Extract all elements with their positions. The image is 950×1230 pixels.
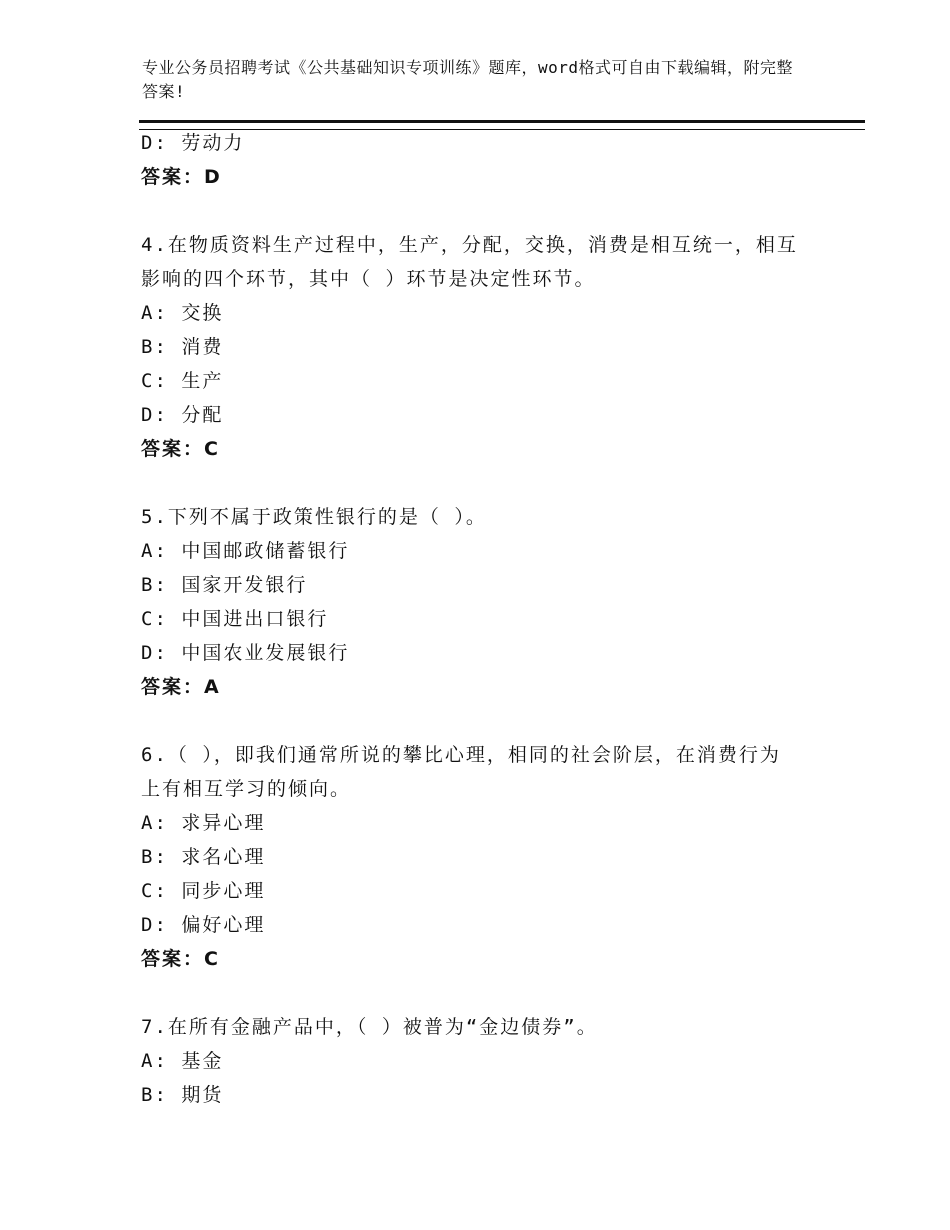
option-a: A: 基金 (141, 1050, 224, 1072)
question-5 (141, 500, 801, 704)
question-list (141, 126, 801, 1112)
option-d: D: 劳动力 (141, 132, 245, 154)
answer-line: 答案：A (141, 676, 221, 698)
question-stem: 7.在所有金融产品中，（ ）被普为“金边债券”。 (141, 1016, 598, 1038)
question-stem: 4.在物质资料生产过程中，生产，分配，交换，消费是相互统一，相互影响的四个环节，其中（ ）环节是决定性环节。 (141, 234, 798, 290)
option-d: D: 分配 (141, 404, 224, 426)
option-a: A: 求异心理 (141, 812, 266, 834)
answer-line: 答案：C (141, 438, 220, 460)
question-stem: 6.（ ），即我们通常所说的攀比心理，相同的社会阶层，在消费行为上有相互学习的倾向。 (141, 744, 781, 800)
option-b: B: 国家开发银行 (141, 574, 308, 596)
option-b: B: 消费 (141, 336, 224, 358)
option-c: C: 中国进出口银行 (141, 608, 329, 630)
question-7 (141, 1010, 801, 1112)
question-3-tail (141, 126, 801, 194)
option-b: B: 期货 (141, 1084, 224, 1106)
option-d: D: 偏好心理 (141, 914, 266, 936)
option-c: C: 生产 (141, 370, 224, 392)
option-a: A: 中国邮政储蓄银行 (141, 540, 350, 562)
answer-line: 答案：C (141, 948, 220, 970)
option-c: C: 同步心理 (141, 880, 266, 902)
question-6 (141, 738, 801, 976)
page-header: 专业公务员招聘考试《公共基础知识专项训练》题库，word格式可自由下载编辑，附完整答案! (142, 58, 794, 101)
answer-line: 答案：D (141, 166, 222, 188)
option-b: B: 求名心理 (141, 846, 266, 868)
option-d: D: 中国农业发展银行 (141, 642, 350, 664)
option-a: A: 交换 (141, 302, 224, 324)
question-4 (141, 228, 801, 466)
question-stem: 5.下列不属于政策性银行的是（ ）。 (141, 506, 487, 528)
